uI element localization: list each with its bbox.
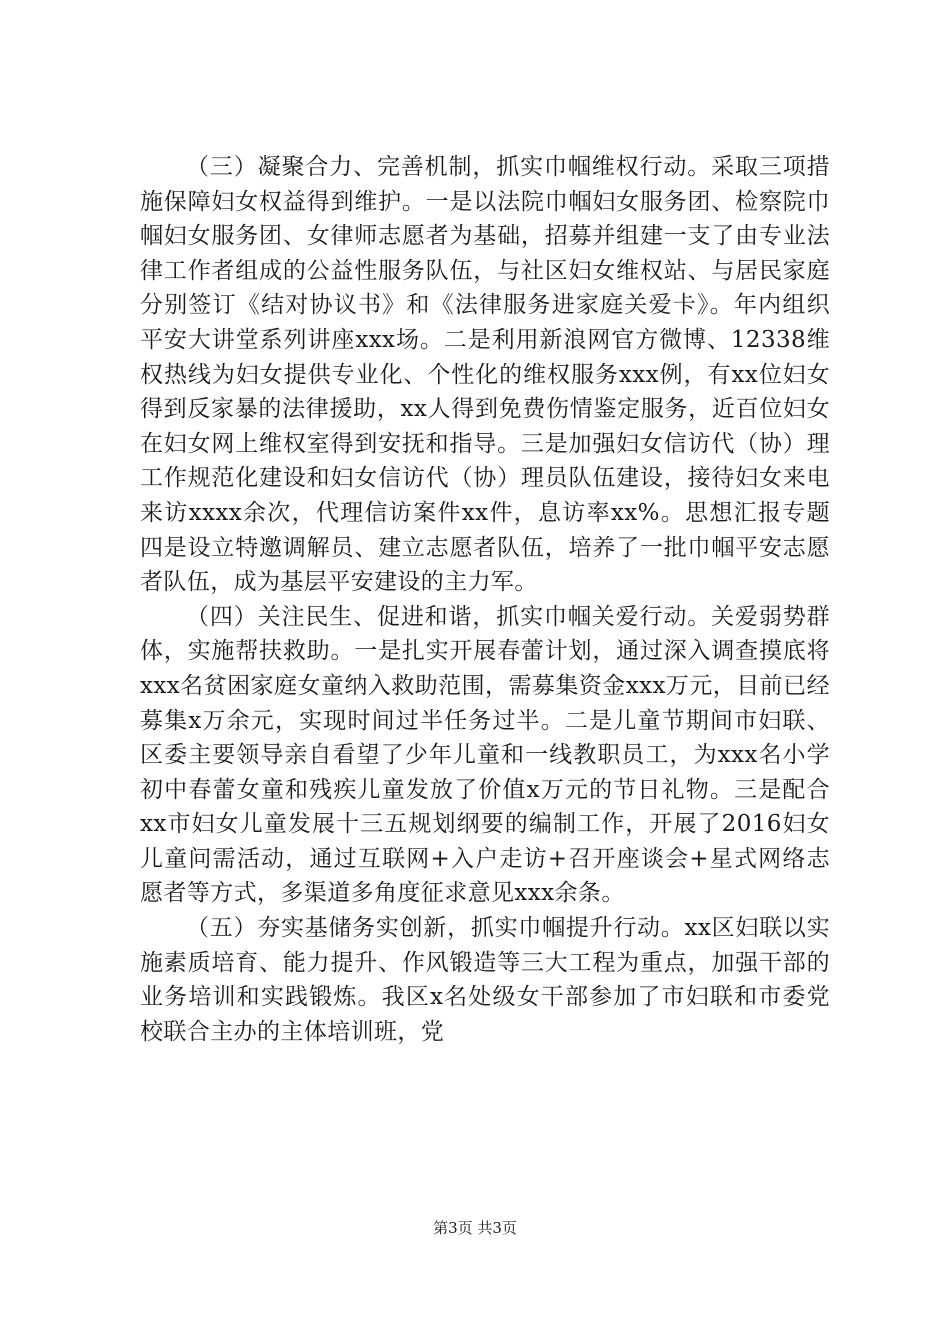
document-body (140, 150, 830, 1049)
paragraph-section-5: （五）夯实基储务实创新，抓实巾帼提升行动。xx区妇联以实施素质培育、能力提升、作风锻造等三大工程为重点，加强干部的业务培训和实践锻炼。我区x名处级女干部参加了市妇联和市委党校联合主办的主体培训班，党 (140, 915, 830, 1045)
page-number-footer: 第3页 共3页 (433, 1219, 517, 1237)
paragraph-section-4: （四）关注民生、促进和谐，抓实巾帼关爱行动。关爱弱势群体，实施帮扶救助。一是扎实开展春蕾计划，通过深入调查摸底将xxx名贫困家庭女童纳入救助范围，需募集资金xxx万元，目前已经募集x万余元，实现时间过半任务过半。二是儿童节期间市妇联、区委主要领导亲自看望了少年儿童和一线教职员工，为xxx名小学初中春蕾女童和残疾儿童发放了价值x万元的节日礼物。三是配合xx市妇女儿童发展十三五规划纲要的编制工作，开展了2016妇女儿童问需活动，通过互联网+入户走访+召开座谈会+星式网络志愿者等方式，多渠道多角度征求意见xxx余条。 (140, 603, 830, 907)
paragraph-section-3: （三）凝聚合力、完善机制，抓实巾帼维权行动。采取三项措施保障妇女权益得到维护。一是以法院巾帼妇女服务团、检察院巾帼妇女服务团、女律师志愿者为基础，招募并组建一支了由专业法律工作者组成的公益性服务队伍，与社区妇女维权站、与居民家庭分别签订《结对协议书》和《法律服务进家庭关爱卡》。年内组织平安大讲堂系列讲座xxx场。二是利用新浪网官方微博、12338维权热线为妇女提供专业化、个性化的维权服务xxx例，有xx位妇女得到反家暴的法律援助，xx人得到免费伤情鉴定服务，近百位妇女在妇女网上维权室得到安抚和指导。三是加强妇女信访代（协）理工作规范化建设和妇女信访代（协）理员队伍建设，接待妇女来电来访xxxx余次，代理信访案件xx件，息访率xx%。思想汇报专题四是设立特邀调解员、建立志愿者队伍，培养了一批巾帼平安志愿者队伍，成为基层平安建设的主力军。 (140, 154, 830, 596)
